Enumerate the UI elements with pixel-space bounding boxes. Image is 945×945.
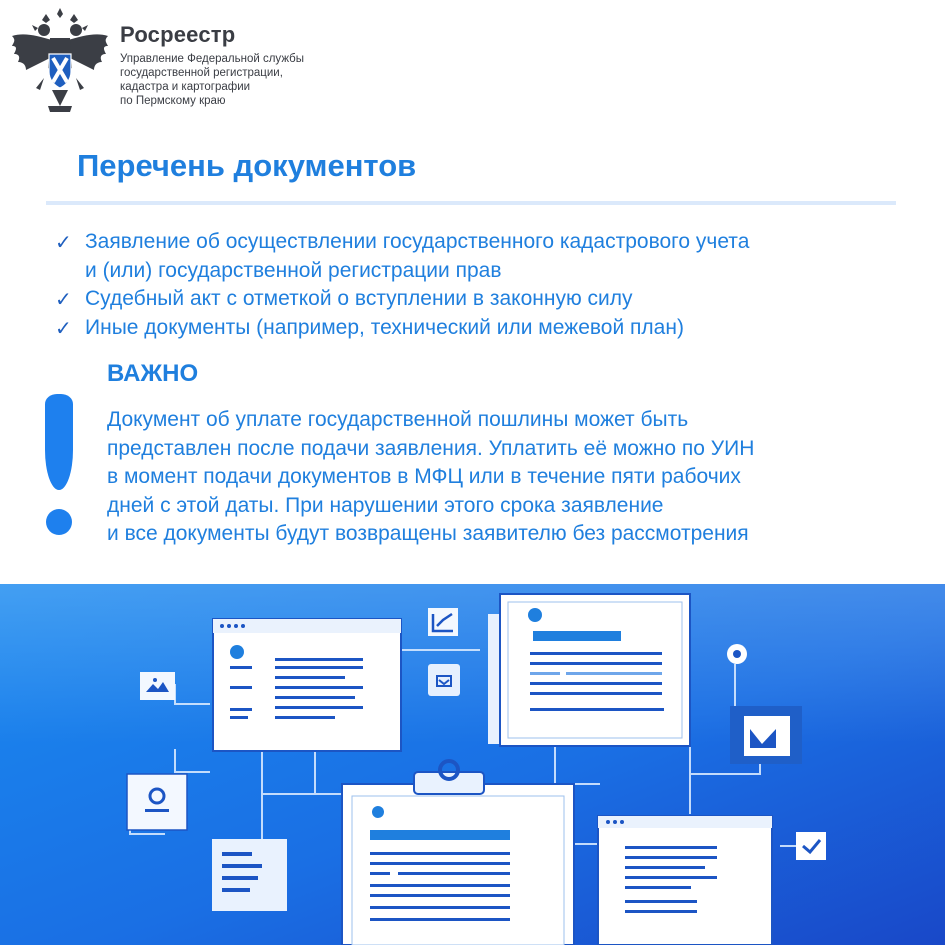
check-icon: ✓ [55, 287, 72, 311]
important-line: в момент подачи документов в МФЦ или в течение пяти рабочих [107, 465, 741, 488]
list-item [55, 285, 915, 314]
check-icon: ✓ [55, 315, 72, 340]
important-text [107, 406, 754, 549]
list-item-line: Судебный акт с отметкой о вступлении в законную силу [85, 287, 633, 310]
org-subtitle-line: государственной регистрации, [120, 67, 283, 79]
org-subtitle-line: кадастра и картографии [120, 81, 251, 93]
important-line: представлен после подачи заявления. Уплатить её можно по УИН [107, 436, 755, 460]
list-item-line: Заявление об осуществлении государственного кадастрового учета [85, 230, 750, 253]
page-title: Перечень документов [77, 148, 417, 183]
documents-list [55, 228, 915, 342]
double-headed-eagle-emblem-icon [8, 6, 112, 116]
list-item [55, 228, 915, 285]
org-subtitle-line: Управление Федеральной службы [120, 53, 304, 65]
check-icon: ✓ [55, 230, 72, 254]
org-subtitle [120, 52, 304, 108]
important-title: ВАЖНО [107, 360, 199, 387]
important-line: дней с этой даты. При нарушении этого срока заявление [107, 493, 664, 517]
list-item [55, 314, 915, 343]
title-divider [46, 201, 896, 205]
list-item-line: и (или) государственной регистрации прав [85, 258, 502, 282]
exclamation-dot-icon [46, 509, 72, 535]
org-subtitle-line: по Пермскому краю [120, 95, 226, 107]
org-name: Росреестр [120, 22, 236, 47]
list-item-line: Иные документы (например, технический или межевой план) [85, 315, 684, 339]
exclamation-icon [45, 394, 73, 490]
important-line: Документ об уплате государственной пошлины может быть [107, 408, 689, 431]
important-line: и все документы будут возвращены заявителю без рассмотрения [107, 522, 749, 545]
documents-network-illustration [0, 584, 945, 945]
